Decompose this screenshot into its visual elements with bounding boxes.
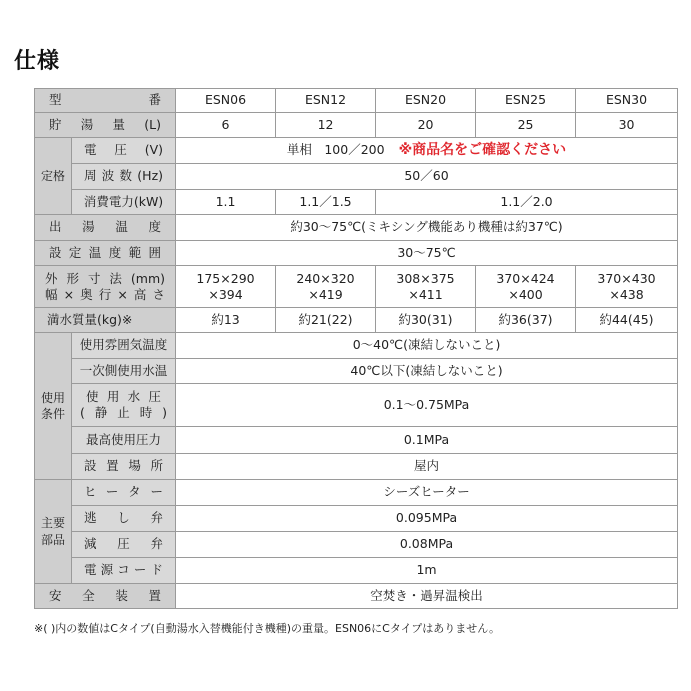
row-safety [35,584,678,609]
consumption-cell: 1.1／2.0 [376,190,678,215]
label-safety: 安全装置 [35,584,176,609]
outlet-temp-cell: 約30～75℃(ミキシング機能あり機種は約37℃) [176,215,678,241]
dims-line2: ×419 [308,286,343,302]
dims-line2: ×394 [208,286,243,302]
capacity-cell: 20 [376,113,476,138]
label-weight: 満水質量(kg)※ [35,308,176,333]
label-outlet-temp: 出湯温度 [35,215,176,241]
label-max-pressure: 最高使用圧力 [72,427,176,454]
dims-line2: ×411 [408,286,443,302]
label-location: 設置場所 [72,454,176,480]
label-model: 型 番 [35,89,176,113]
heater-cell: シーズヒーター [176,480,678,506]
row-relief-valve [35,506,678,532]
row-location [35,454,678,480]
dims-line1: 240×320 [296,270,355,286]
primary-water-cell: 40℃以下(凍結しないこと) [176,359,678,384]
row-ambient [35,333,678,359]
weight-cell: 約44(45) [576,308,678,333]
location-cell: 屋内 [176,454,678,480]
dimensions-cell [176,266,276,308]
label-dimensions-line1: 外形寸法(mm) [45,270,166,286]
label-dimensions [35,266,176,308]
label-consumption: 消費電力(kW) [72,190,176,215]
dims-line2: ×400 [508,286,543,302]
label-capacity: 貯湯量(L) [35,113,176,138]
model-cell: ESN25 [476,89,576,113]
capacity-cell: 6 [176,113,276,138]
row-weight [35,308,678,333]
row-dimensions [35,266,678,308]
consumption-cell: 1.1／1.5 [276,190,376,215]
row-power-cord [35,558,678,584]
capacity-cell: 30 [576,113,678,138]
label-relief-valve: 逃し弁 [72,506,176,532]
row-reducing-valve [35,532,678,558]
row-model [35,89,678,113]
ambient-cell: 0～40℃(凍結しないこと) [176,333,678,359]
row-max-pressure [35,427,678,454]
group-parts [35,480,72,584]
footnote: ※( )内の数値はCタイプ(自動湯水入替機能付き機種)の重量。ESN06にCタイプはありません。 [34,622,500,635]
label-pressure-line1: 使用水圧 [86,389,162,405]
group-parts-line1: 主要 [40,516,65,531]
label-pressure [72,384,176,427]
group-usage-line2: 条件 [40,407,65,421]
row-primary-water [35,359,678,384]
safety-cell: 空焚き・過昇温検出 [176,584,678,609]
dims-line2: ×438 [609,286,644,302]
model-cell: ESN20 [376,89,476,113]
group-usage-line1: 使用 [40,390,65,405]
power-cord-cell: 1m [176,558,678,584]
relief-valve-cell: 0.095MPa [176,506,678,532]
label-dimensions-line2: 幅×奥行×高さ [45,286,166,302]
label-primary-water: 一次側使用水温 [72,359,176,384]
label-power-cord: 電源コード [72,558,176,584]
label-frequency: 周波数(Hz) [72,164,176,190]
dims-line1: 308×375 [396,270,455,286]
weight-cell: 約13 [176,308,276,333]
dimensions-cell [576,266,678,308]
frequency-cell: 50／60 [176,164,678,190]
dims-line1: 370×424 [496,270,555,286]
label-heater: ヒーター [72,480,176,506]
row-pressure [35,384,678,427]
row-heater [35,480,678,506]
group-parts-line2: 部品 [40,532,65,547]
group-usage [35,333,72,480]
row-set-temp [35,241,678,266]
group-power: 定格 [35,138,72,215]
voltage-cell [176,138,678,164]
reducing-valve-cell: 0.08MPa [176,532,678,558]
dimensions-cell [476,266,576,308]
dims-line1: 370×430 [597,270,656,286]
dimensions-cell [276,266,376,308]
label-voltage: 電圧(V) [72,138,176,164]
label-reducing-valve: 減圧弁 [72,532,176,558]
model-cell: ESN12 [276,89,376,113]
label-pressure-line2: (静止時) [80,405,168,420]
consumption-cell: 1.1 [176,190,276,215]
row-voltage [35,138,678,164]
max-pressure-cell: 0.1MPa [176,427,678,454]
label-ambient: 使用雰囲気温度 [72,333,176,359]
row-capacity [35,113,678,138]
voltage-value: 単相 100／200 [286,142,385,158]
spec-table [34,88,678,609]
row-outlet-temp [35,215,678,241]
voltage-warning: ※商品名をご確認ください [398,142,567,159]
weight-cell: 約36(37) [476,308,576,333]
capacity-cell: 12 [276,113,376,138]
model-cell: ESN30 [576,89,678,113]
row-consumption [35,190,678,215]
dimensions-cell [376,266,476,308]
pressure-cell: 0.1～0.75MPa [176,384,678,427]
model-cell: ESN06 [176,89,276,113]
weight-cell: 約21(22) [276,308,376,333]
row-frequency [35,164,678,190]
page-title: 仕様 [14,49,61,74]
capacity-cell: 25 [476,113,576,138]
dims-line1: 175×290 [196,270,255,286]
label-set-temp: 設定温度範囲 [35,241,176,266]
weight-cell: 約30(31) [376,308,476,333]
set-temp-cell: 30～75℃ [176,241,678,266]
